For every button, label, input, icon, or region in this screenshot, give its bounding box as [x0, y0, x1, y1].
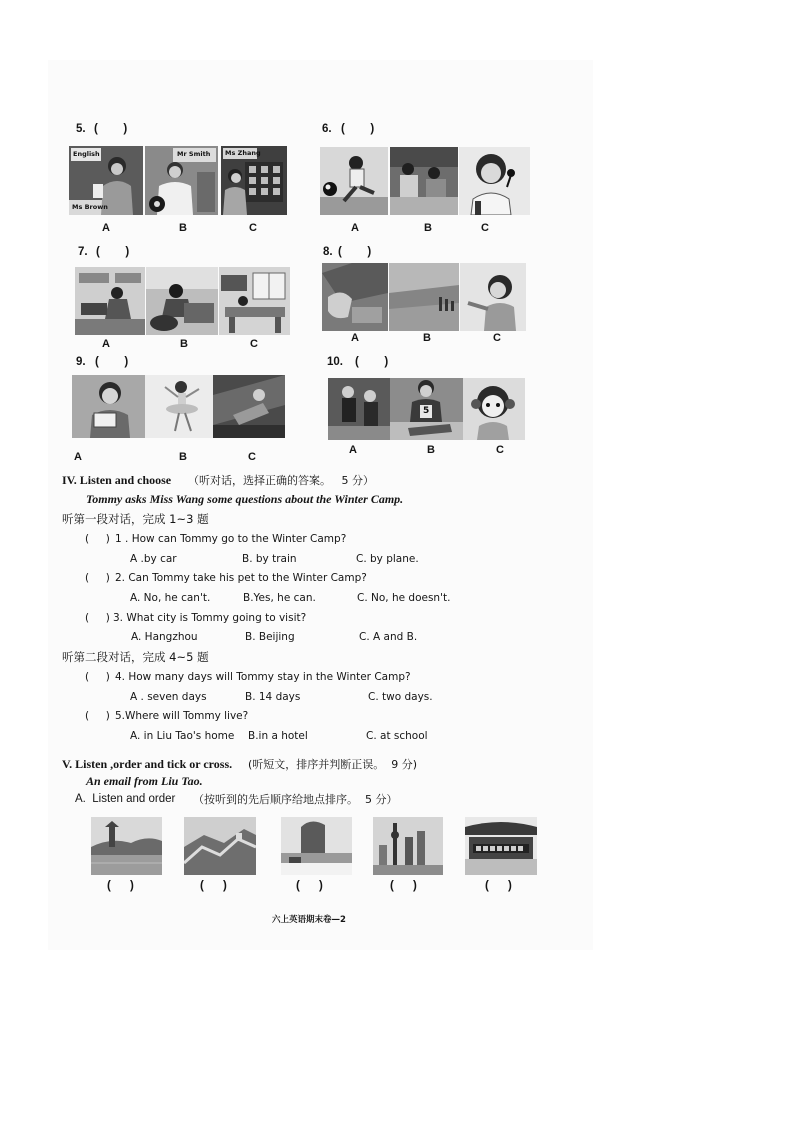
question-iv-2-answer-blank[interactable]: ( ) [85, 572, 110, 584]
question-iv-3-option-a: A. Hangzhou [131, 631, 198, 643]
wall-scene-illustration [389, 263, 459, 331]
picture-label-ms-zhang: Ms Zhang [225, 149, 261, 157]
jersey-number: 5 [423, 406, 430, 416]
question-iv-1-option-a: A .by car [130, 553, 177, 565]
girl-singing-illustration [459, 147, 530, 215]
question-iv-4-text: 4. How many days will Tommy stay in the Winter Camp? [115, 671, 411, 683]
question-6-picture-c [459, 147, 530, 215]
question-iv-5-option-a: A. in Liu Tao's home [130, 730, 235, 742]
section-iv-intro: Tommy asks Miss Wang some questions about the Winter Camp. [86, 492, 404, 506]
question-iv-2-option-a: A. No, he can't. [130, 592, 211, 604]
city-towers-photo [373, 817, 443, 875]
question-6-option-b-label: B [424, 222, 432, 234]
section-v-part-a-note: （按听到的先后顺序给地点排序。 5 分） [193, 793, 398, 806]
boy-kicking-ball-illustration [320, 147, 388, 215]
question-10-number: 10. [327, 356, 343, 368]
question-5-number: 5. [76, 123, 86, 135]
place-picture-1 [91, 817, 162, 875]
person-cleaning-illustration [75, 267, 145, 335]
question-iv-5-answer-blank[interactable]: ( ) [85, 710, 110, 722]
question-8-option-b-label: B [423, 332, 431, 344]
question-5-option-a-label: A [102, 222, 110, 234]
question-iv-3-option-b: B. Beijing [245, 631, 295, 643]
section-iv-part-2-instruction: 听第二段对话，完成 4~5 题 [62, 650, 209, 664]
building-with-sign-photo [465, 817, 537, 875]
picture-label-english: English [73, 150, 100, 158]
question-7-picture-b [146, 267, 218, 335]
question-9-option-a-label: A [74, 451, 82, 463]
question-iv-4-option-c: C. two days. [368, 691, 433, 703]
group-of-people-illustration [390, 147, 458, 215]
person-at-desk-illustration [146, 267, 218, 335]
question-8-picture-a [322, 263, 388, 331]
question-7-option-c-label: C [250, 338, 258, 350]
question-10-answer-blank[interactable]: ( ) [355, 356, 389, 368]
question-6-picture-a [320, 147, 388, 215]
question-8-picture-b [389, 263, 459, 331]
question-8-answer-blank[interactable]: ( ) [338, 246, 372, 258]
question-7-number: 7. [78, 246, 88, 258]
great-wall-photo [184, 817, 256, 875]
question-5-picture-a [69, 146, 143, 215]
question-iv-1-option-b: B. by train [242, 553, 297, 565]
two-men-illustration [328, 378, 390, 440]
beach-photo [281, 817, 352, 875]
question-10-picture-a [328, 378, 390, 440]
place-picture-4 [373, 817, 443, 875]
section-iv-heading-note: （听对话，选择正确的答案。 5 分） [188, 474, 374, 487]
picture-label-mr-smith: Mr Smith [177, 150, 211, 158]
question-9-picture-c [213, 375, 285, 438]
question-9-option-c-label: C [248, 451, 256, 463]
boy-reading-illustration [72, 375, 145, 438]
question-10-option-b-label: B [427, 444, 435, 456]
section-iv-part-1-instruction: 听第一段对话，完成 1~3 题 [62, 512, 209, 526]
girl-pointing-illustration [460, 263, 526, 331]
question-9-number: 9. [76, 356, 86, 368]
question-8-option-a-label: A [351, 332, 359, 344]
question-5-option-c-label: C [249, 222, 257, 234]
question-6-option-a-label: A [351, 222, 359, 234]
question-7-option-b-label: B [180, 338, 188, 350]
kid-with-headphones-illustration [463, 378, 525, 440]
question-iv-3-text: 3. What city is Tommy going to visit? [113, 612, 307, 624]
question-iv-5-text: 5.Where will Tommy live? [115, 710, 249, 722]
question-9-option-b-label: B [179, 451, 187, 463]
question-9-answer-blank[interactable]: ( ) [95, 356, 129, 368]
question-iv-3-answer-blank[interactable]: ( ) [85, 612, 110, 624]
question-iv-4-option-b: B. 14 days [245, 691, 301, 703]
question-8-picture-c [460, 263, 526, 331]
place-picture-5 [465, 817, 537, 875]
hand-closeup-illustration [322, 263, 388, 331]
question-7-picture-c [219, 267, 290, 335]
question-6-answer-blank[interactable]: ( ) [341, 123, 375, 135]
question-10-picture-b [390, 378, 463, 440]
section-iv-heading: IV. Listen and choose [62, 473, 172, 487]
question-9-picture-a [72, 375, 145, 438]
section-v-part-a-title: A. Listen and order [75, 793, 176, 805]
question-iv-1-text: 1 . How can Tommy go to the Winter Camp? [115, 533, 347, 545]
question-iv-4-option-a: A . seven days [130, 691, 207, 703]
question-iv-3-option-c: C. A and B. [359, 631, 418, 643]
place-picture-3 [281, 817, 352, 875]
question-iv-5-option-b: B.in a hotel [248, 730, 308, 742]
question-iv-2-text: 2. Can Tommy take his pet to the Winter Camp? [115, 572, 367, 584]
question-iv-1-option-c: C. by plane. [356, 553, 419, 565]
person-lying-illustration [213, 375, 285, 438]
question-7-answer-blank[interactable]: ( ) [96, 246, 130, 258]
girl-dancing-illustration [145, 375, 213, 438]
picture-label-ms-brown: Ms Brown [72, 203, 108, 211]
question-7-option-a-label: A [102, 338, 110, 350]
order-blank-5[interactable]: ( ) [485, 880, 512, 892]
order-blank-2[interactable]: ( ) [200, 880, 227, 892]
question-5-picture-b [145, 146, 218, 215]
question-iv-2-option-c: C. No, he doesn't. [357, 592, 451, 604]
order-blank-4[interactable]: ( ) [390, 880, 417, 892]
question-10-option-c-label: C [496, 444, 504, 456]
section-v-intro: An email from Liu Tao. [86, 774, 203, 788]
question-8-option-c-label: C [493, 332, 501, 344]
question-6-number: 6. [322, 123, 332, 135]
section-v-heading: V. Listen ,order and tick or cross. [62, 757, 233, 771]
place-picture-2 [184, 817, 256, 875]
question-6-picture-b [390, 147, 458, 215]
question-8-number: 8. [323, 246, 333, 258]
question-5-picture-c [221, 146, 287, 215]
pagoda-lake-photo [91, 817, 162, 875]
question-7-picture-a [75, 267, 145, 335]
question-5-answer-blank[interactable]: ( ) [94, 123, 128, 135]
question-iv-4-answer-blank[interactable]: ( ) [85, 671, 110, 683]
question-9-picture-b [145, 375, 213, 438]
question-10-picture-c [463, 378, 525, 440]
question-iv-2-option-b: B.Yes, he can. [243, 592, 316, 604]
question-6-option-c-label: C [481, 222, 489, 234]
section-v-heading-note: (听短文，排序并判断正误。 9 分) [248, 758, 418, 771]
order-blank-3[interactable]: ( ) [296, 880, 323, 892]
question-10-option-a-label: A [349, 444, 357, 456]
page-footer: 六上英语期末卷—2 [272, 915, 346, 925]
order-blank-1[interactable]: ( ) [107, 880, 134, 892]
question-iv-5-option-c: C. at school [366, 730, 428, 742]
question-iv-1-answer-blank[interactable]: ( ) [85, 533, 110, 545]
classroom-illustration [219, 267, 290, 335]
question-5-option-b-label: B [179, 222, 187, 234]
